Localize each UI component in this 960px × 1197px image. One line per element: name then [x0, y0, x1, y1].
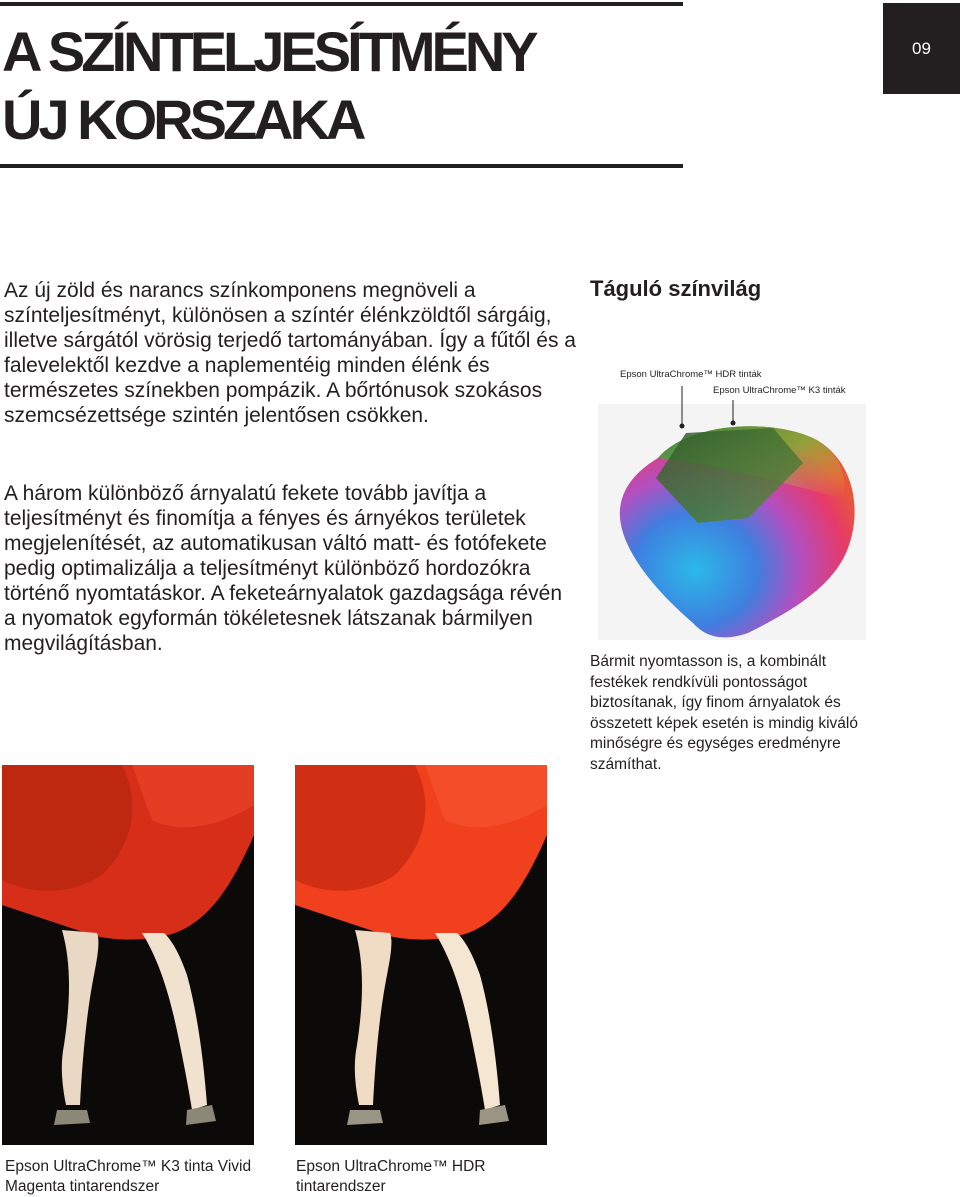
gamut-label-k3: Epson UltraChrome™ K3 tinták — [713, 385, 846, 396]
hdr-pointer-dot — [680, 424, 685, 429]
k3-pointer-dot — [731, 421, 736, 426]
page-title-line1: A SZÍNTELJESÍTMÉNY — [2, 20, 535, 83]
left-photo-caption: Epson UltraChrome™ K3 tinta Vivid Magenta tintarendszer — [5, 1158, 252, 1195]
gamut-label-hdr: Epson UltraChrome™ HDR tinták — [620, 369, 762, 380]
black-tones-paragraph: A három különböző árnyalatú fekete tovább javítja a teljesítményt és finomítja a fényes és árnyékos területek megjelenítését, az automatikusan váltó matt- és fotófekete pedig optimalizálja a teljesítményt különböző hordozókra történő nyomtatáskor. A feketeárnyalatok gazdagsága révén a nyomatok egyformán tökéletesnek látszanak bármilyen megvilágításban. — [4, 482, 563, 655]
page-title — [2, 18, 692, 154]
bottom-rule — [0, 164, 683, 168]
color-gamut-diagram — [598, 378, 868, 650]
dancer-photo-k3 — [2, 765, 254, 1145]
dancer-photo-hdr — [295, 765, 547, 1145]
intro-paragraph: Az új zöld és narancs színkomponens megnöveli a színteljesítményt, különösen a színtér élénkzöldtől sárgáig, illetve sárgától vörösig terjedő tartományában. Így a fűtől és a falevelektől kezdve a naplementéig minden élénk és természetes színekben pompázik. A bőrtónusok szokásos szemcsézettsége szintén jelentősen csökken. — [4, 279, 576, 427]
sidebar-paragraph: Bármit nyomtasson is, a kombinált festékek rendkívüli pontosságot biztosítanak, így finom árnyalatok és összetett képek esetén is mindig kiváló minőségre és egységes eredményre számíthat. — [590, 653, 858, 773]
page-number-badge — [883, 3, 960, 94]
right-photo-caption: Epson UltraChrome™ HDR tintarendszer — [296, 1158, 486, 1195]
page-title-line2: ÚJ KORSZAKA — [2, 88, 363, 151]
sidebar-heading: Táguló színvilág — [590, 276, 762, 301]
page-number: 09 — [912, 38, 931, 58]
top-rule — [0, 2, 683, 6]
